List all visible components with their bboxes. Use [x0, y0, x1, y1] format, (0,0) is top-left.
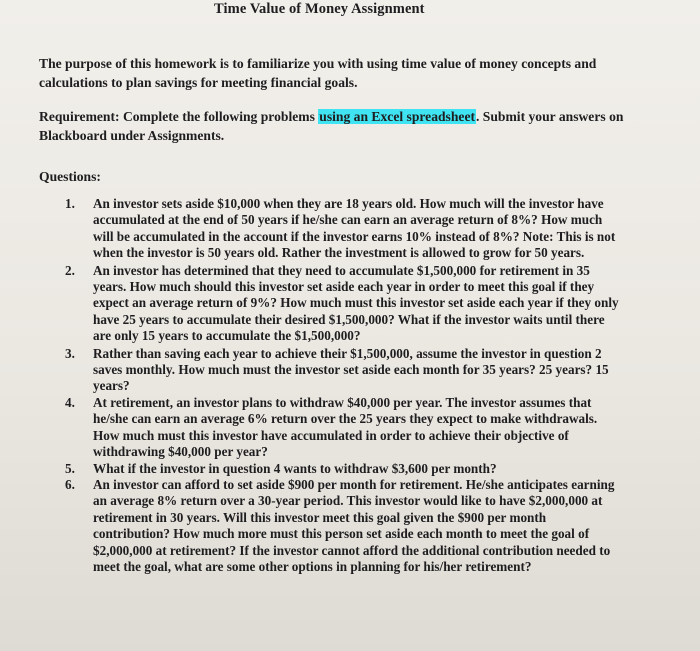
- requirement-paragraph: [39, 107, 629, 145]
- question-number: 6.: [65, 476, 75, 492]
- question-item: [65, 263, 620, 345]
- question-number: 1.: [65, 196, 75, 211]
- question-text: What if the investor in question 4 wants to withdraw $3,600 per month?: [93, 460, 497, 476]
- questions-heading: Questions:: [39, 169, 101, 184]
- purpose-paragraph: The purpose of this homework is to familiarize you with using time value of money concepts and calculations to plan savings for meeting financial goals.: [39, 56, 597, 90]
- question-item: [65, 461, 620, 477]
- requirement-text-before: Requirement: Complete the following problems: [39, 109, 319, 124]
- requirement-text-after: . Submit your answers on Blackboard under Assignments.: [39, 109, 624, 143]
- question-number: 3.: [65, 345, 75, 361]
- question-text: At retirement, an investor plans to withdraw $40,000 per year. The investor assumes that he/she can earn an average 6% return over the 25 years they expect to make withdrawals. How much must this investor have accumulated in order to achieve their objective of withdrawing $40,000 per year?: [93, 394, 598, 460]
- question-text: An investor can afford to set aside $900 per month for retirement. He/she anticipates earning an average 8% return over a 30-year period. This investor would like to have $2,000,000 at retirement in 30 years. Will this investor meet this goal given the $900 per month contribution? How much more must this person set aside each month to meet the goal of $2,000,000 at retirement? If the investor cannot afford the additional contribution needed to meet the goal, what are some other options in planning for his/her retirement?: [93, 476, 615, 574]
- question-text: An investor sets aside $10,000 when they are 18 years old. How much will the investor have accumulated at the end of 50 years if he/she can earn an average return of 8%? How much will be accumulated in the account if the investor earns 10% instead of 8%? Note: This is not when the investor is 50 years old. Rather the investment is allowed to grow for 50 years.: [93, 196, 616, 261]
- question-text: Rather than saving each year to achieve their $1,500,000, assume the investor in question 2 saves monthly. How much must the investor set aside each month for 35 years? 25 years? 15 years?: [93, 345, 609, 394]
- highlighted-excel-text: using an Excel spreadsheet: [319, 109, 475, 124]
- question-text: An investor has determined that they need to accumulate $1,500,000 for retirement in 35 years. How much should this investor set aside each year in order to meet this goal if they expect an average return of 9%? How much must this investor set aside each year if they only have 25 years to accumulate their desired $1,500,000? What if the investor waits until there are only 15 years to accumulate the $1,500,000?: [93, 262, 619, 344]
- questions-list: [65, 196, 620, 575]
- question-item: [65, 477, 620, 575]
- question-number: 5.: [65, 460, 75, 476]
- question-number: 2.: [65, 262, 75, 278]
- page-title: Time Value of Money Assignment: [214, 1, 425, 17]
- question-number: 4.: [65, 394, 75, 410]
- question-item: [65, 346, 620, 395]
- question-item: [65, 395, 620, 461]
- question-item: [65, 196, 620, 262]
